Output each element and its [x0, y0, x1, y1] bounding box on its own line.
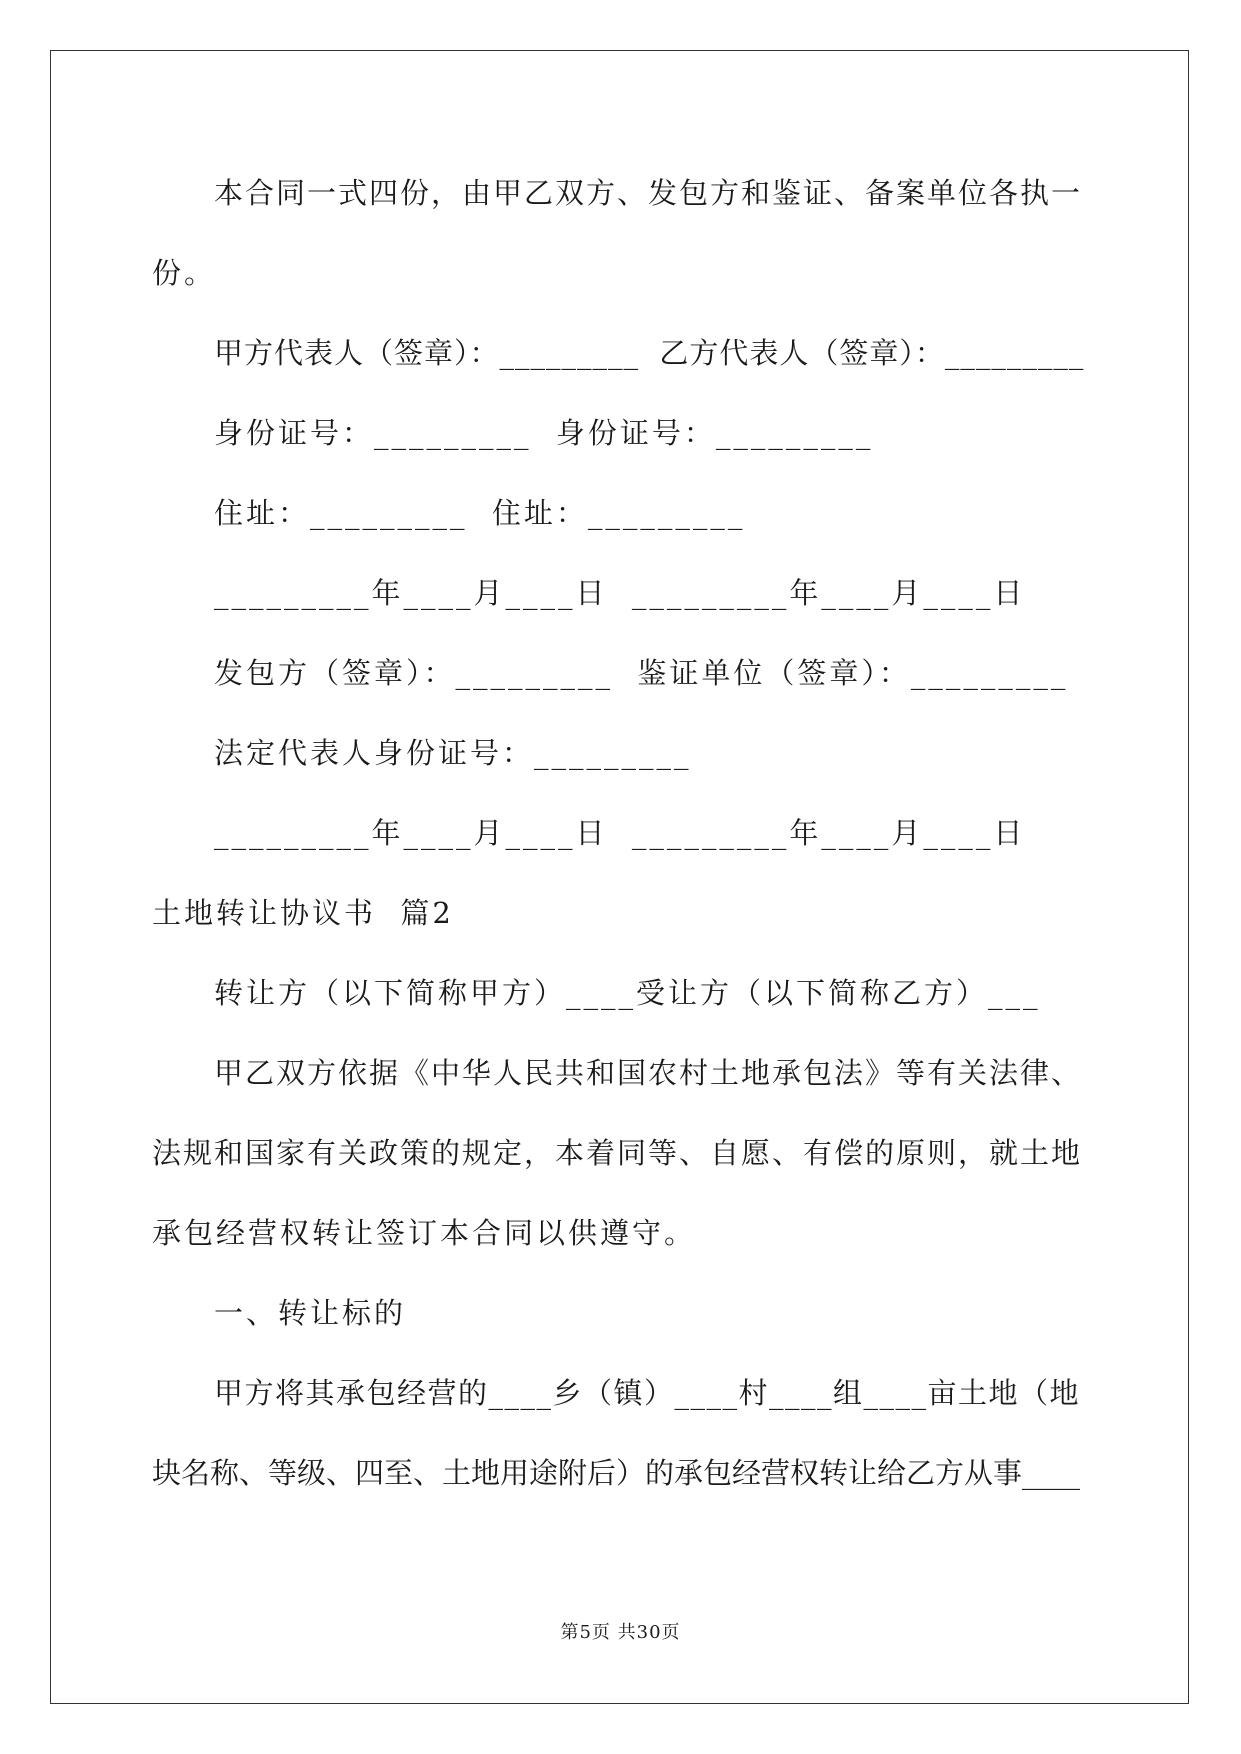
paragraph-line: 本合同一式四份，由甲乙双方、发包方和鉴证、备案单位各执一	[214, 176, 1083, 210]
paragraph-line: 承包经营权转让签订本合同以供遵守。	[152, 1216, 697, 1250]
signature-line-dates: _________年____月____日 _________年____月____日	[214, 816, 1026, 850]
signature-line-party-representatives: 甲方代表人（签章）：_________ 乙方代表人（签章）：_________	[214, 336, 1085, 370]
signature-line-dates: _________年____月____日 _________年____月____日	[214, 576, 1026, 610]
signature-line-legal-rep-id: 法定代表人身份证号：_________	[214, 736, 692, 770]
section-title: 土地转让协议书 篇2	[152, 896, 454, 930]
parties-line: 转让方（以下简称甲方）____受让方（以下简称乙方）___	[214, 976, 1041, 1010]
page-number: 第5页 共30页	[560, 1622, 681, 1643]
signature-line-id-numbers: 身份证号：_________ 身份证号：_________	[214, 416, 874, 450]
paragraph-line: 块名称、等级、四至、土地用途附后）的承包经营权转让给乙方从事____	[152, 1456, 1081, 1490]
signature-line-addresses: 住址：_________ 住址：_________	[214, 496, 746, 530]
paragraph-line: 甲方将其承包经营的____乡（镇）____村____组____亩土地（地	[214, 1376, 1081, 1410]
paragraph-line: 法规和国家有关政策的规定，本着同等、自愿、有偿的原则，就土地	[152, 1136, 1083, 1170]
paragraph-line: 份。	[152, 256, 217, 290]
clause-heading: 一、转让标的	[214, 1296, 407, 1330]
signature-line-issuer-notary: 发包方（签章）：_________ 鉴证单位（签章）：_________	[214, 656, 1069, 690]
paragraph-line: 甲乙双方依据《中华人民共和国农村土地承包法》等有关法律、	[214, 1056, 1083, 1090]
